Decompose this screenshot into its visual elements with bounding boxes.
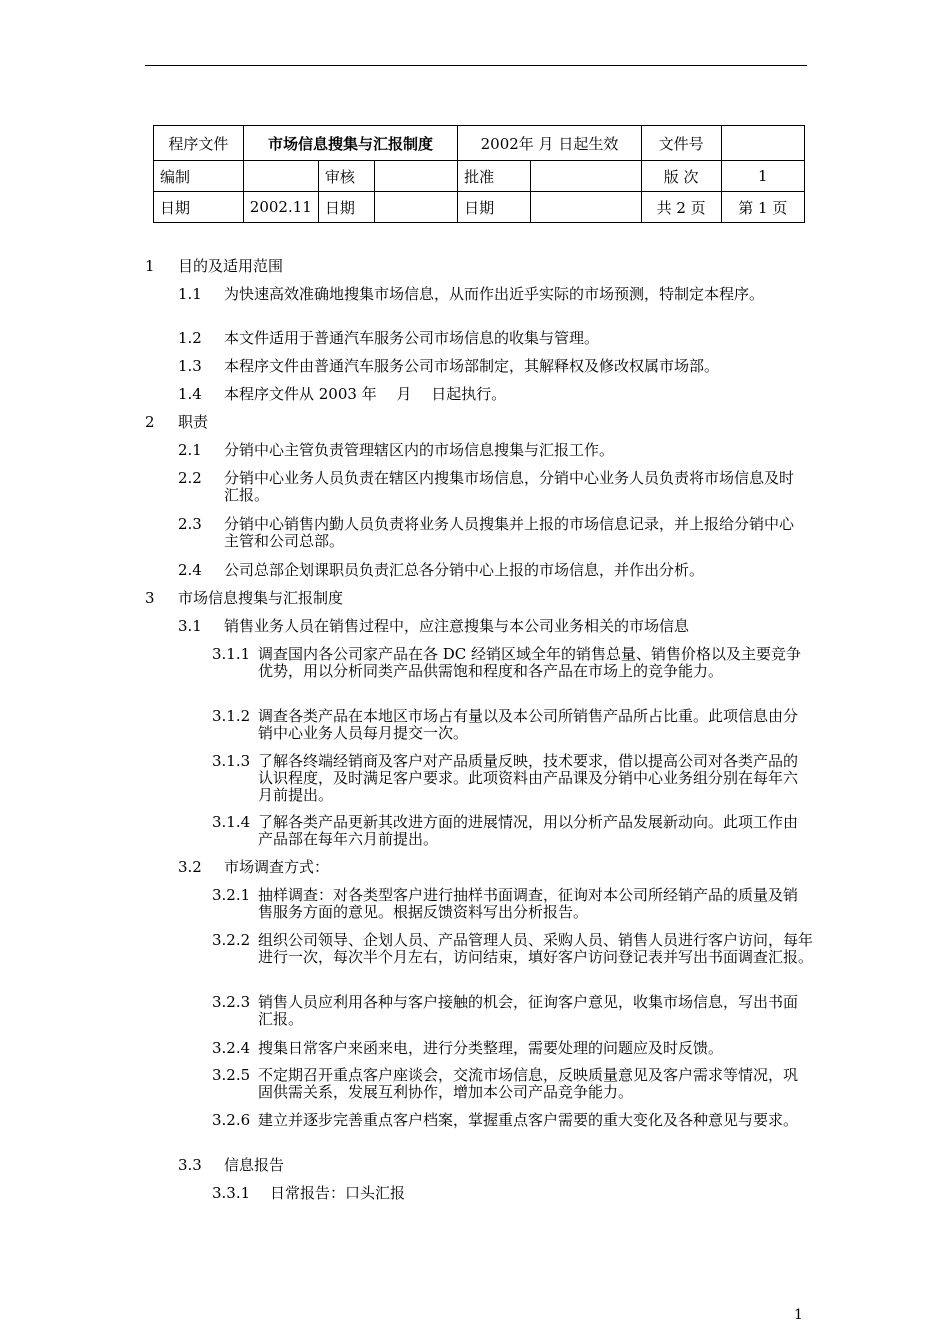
- section-number: 3.1.2: [212, 707, 251, 725]
- cell-total-pages: 共 2 页: [641, 192, 721, 223]
- section-text: 目的及适用范围: [178, 257, 284, 275]
- cell-version-value: 1: [721, 161, 805, 192]
- section-number: 2.1: [178, 441, 202, 459]
- section-number: 2.4: [178, 561, 202, 579]
- section-number: 1.2: [178, 329, 202, 347]
- section-text: 搜集日常客户来函来电，进行分类整理，需要处理的问题应及时反馈。: [258, 1039, 724, 1057]
- cell-doc-title: 市场信息搜集与汇报制度: [243, 126, 457, 161]
- cell-compiled-label: 编制: [154, 161, 244, 192]
- section-text: 日常报告：口头汇报: [270, 1184, 406, 1202]
- cell-current-page: 第 1 页: [721, 192, 805, 223]
- cell-date-value-1: 2002.11: [243, 192, 318, 223]
- cell-date-label-2: 日期: [318, 192, 375, 223]
- section-number: 1.4: [178, 385, 202, 403]
- section-text: 本文件适用于普通汽车服务公司市场信息的收集与管理。: [224, 329, 600, 347]
- section-number: 3.3: [178, 1156, 202, 1174]
- section-text: 销售人员应利用各种与客户接触的机会，征询客户意见，收集市场信息，写出书面汇报。: [258, 993, 799, 1028]
- section-text: 建立并逐步完善重点客户档案，掌握重点客户需要的重大变化及各种意见与要求。: [258, 1111, 799, 1129]
- cell-date-label-1: 日期: [154, 192, 244, 223]
- section-text: 为快速高效准确地搜集市场信息，从而作出近乎实际的市场预测，特制定本程序。: [224, 285, 765, 303]
- section-number: 2.3: [178, 515, 202, 533]
- cell-effective-date: 2002年 月 日起生效: [458, 126, 642, 161]
- section-number: 3.2.5: [212, 1066, 251, 1084]
- section-text: 信息报告: [224, 1156, 285, 1174]
- section-text: 本程序文件由普通汽车服务公司市场部制定，其解释权及修改权属市场部。: [224, 357, 720, 375]
- section-number: 3.3.1: [212, 1184, 251, 1202]
- section-number: 3.2.6: [212, 1111, 251, 1129]
- section-text: 分销中心业务人员负责在辖区内搜集市场信息，分销中心业务人员负责将市场信息及时汇报。: [224, 469, 795, 504]
- section-text: 调查各类产品在本地区市场占有量以及本公司所销售产品所占比重。此项信息由分销中心业务人员每月提交一次。: [258, 707, 799, 742]
- section-text: 市场信息搜集与汇报制度: [178, 589, 344, 607]
- section-text: 了解各类产品更新其改进方面的进展情况，用以分析产品发展新动向。此项工作由产品部在每年六月前提出。: [258, 813, 799, 848]
- page-number: 1: [794, 1307, 803, 1323]
- section-number: 3.2.3: [212, 993, 251, 1011]
- section-text: 调查国内各公司家产品在各 DC 经销区域全年的销售总量、销售价格以及主要竞争优势，用以分析同类产品供需饱和程度和各产品在市场上的竞争能力。: [258, 645, 802, 680]
- section-number: 3.2.1: [212, 886, 251, 904]
- section-number: 3.2.2: [212, 931, 251, 949]
- section-text: 市场调查方式：: [224, 858, 330, 876]
- section-text: 抽样调查：对各类型客户进行抽样书面调查，征询对本公司所经销产品的质量及销售服务方面的意见。根据反馈资料写出分析报告。: [258, 886, 799, 921]
- section-text: 了解各终端经销商及客户对产品质量反映，技术要求，借以提高公司对各类产品的认识程度，及时满足客户要求。此项资料由产品课及分销中心业务组分别在每年六月前提出。: [258, 752, 799, 804]
- section-text: 不定期召开重点客户座谈会，交流市场信息，反映质量意见及客户需求等情况，巩固供需关系，发展互利协作，增加本公司产品竞争能力。: [258, 1066, 799, 1101]
- section-number: 3: [145, 589, 155, 607]
- section-text: 组织公司领导、企划人员、产品管理人员、采购人员、销售人员进行客户访问，每年进行一次，每次半个月左右，访问结束，填好客户访问登记表并写出书面调查汇报。: [258, 931, 814, 966]
- section-number: 3.2: [178, 858, 202, 876]
- section-text: 公司总部企划课职员负责汇总各分销中心上报的市场信息，并作出分析。: [224, 561, 705, 579]
- section-number: 3.1.3: [212, 752, 251, 770]
- section-text: 分销中心销售内勤人员负责将业务人员搜集并上报的市场信息记录，并上报给分销中心主管和公司总部。: [224, 515, 795, 550]
- section-text: 销售业务人员在销售过程中，应注意搜集与本公司业务相关的市场信息: [224, 617, 690, 635]
- section-number: 1: [145, 257, 155, 275]
- section-number: 1.3: [178, 357, 202, 375]
- section-number: 3.2.4: [212, 1039, 251, 1057]
- section-text: 职责: [178, 413, 209, 431]
- section-number: 2.2: [178, 469, 202, 487]
- cell-date-label-3: 日期: [458, 192, 530, 223]
- cell-review-label: 审核: [318, 161, 375, 192]
- section-number: 3.1.1: [212, 645, 251, 663]
- section-number: 1.1: [178, 285, 202, 303]
- section-number: 3.1: [178, 617, 202, 635]
- section-number: 3.1.4: [212, 813, 251, 831]
- section-text: 本程序文件从 2003 年 月 日起执行。: [224, 385, 507, 403]
- cell-doc-type: 程序文件: [154, 126, 244, 161]
- cell-version-label: 版 次: [641, 161, 721, 192]
- cell-approve-label: 批准: [458, 161, 530, 192]
- section-text: 分销中心主管负责管理辖区内的市场信息搜集与汇报工作。: [224, 441, 615, 459]
- cell-file-no-label: 文件号: [641, 126, 721, 161]
- section-number: 2: [145, 413, 155, 431]
